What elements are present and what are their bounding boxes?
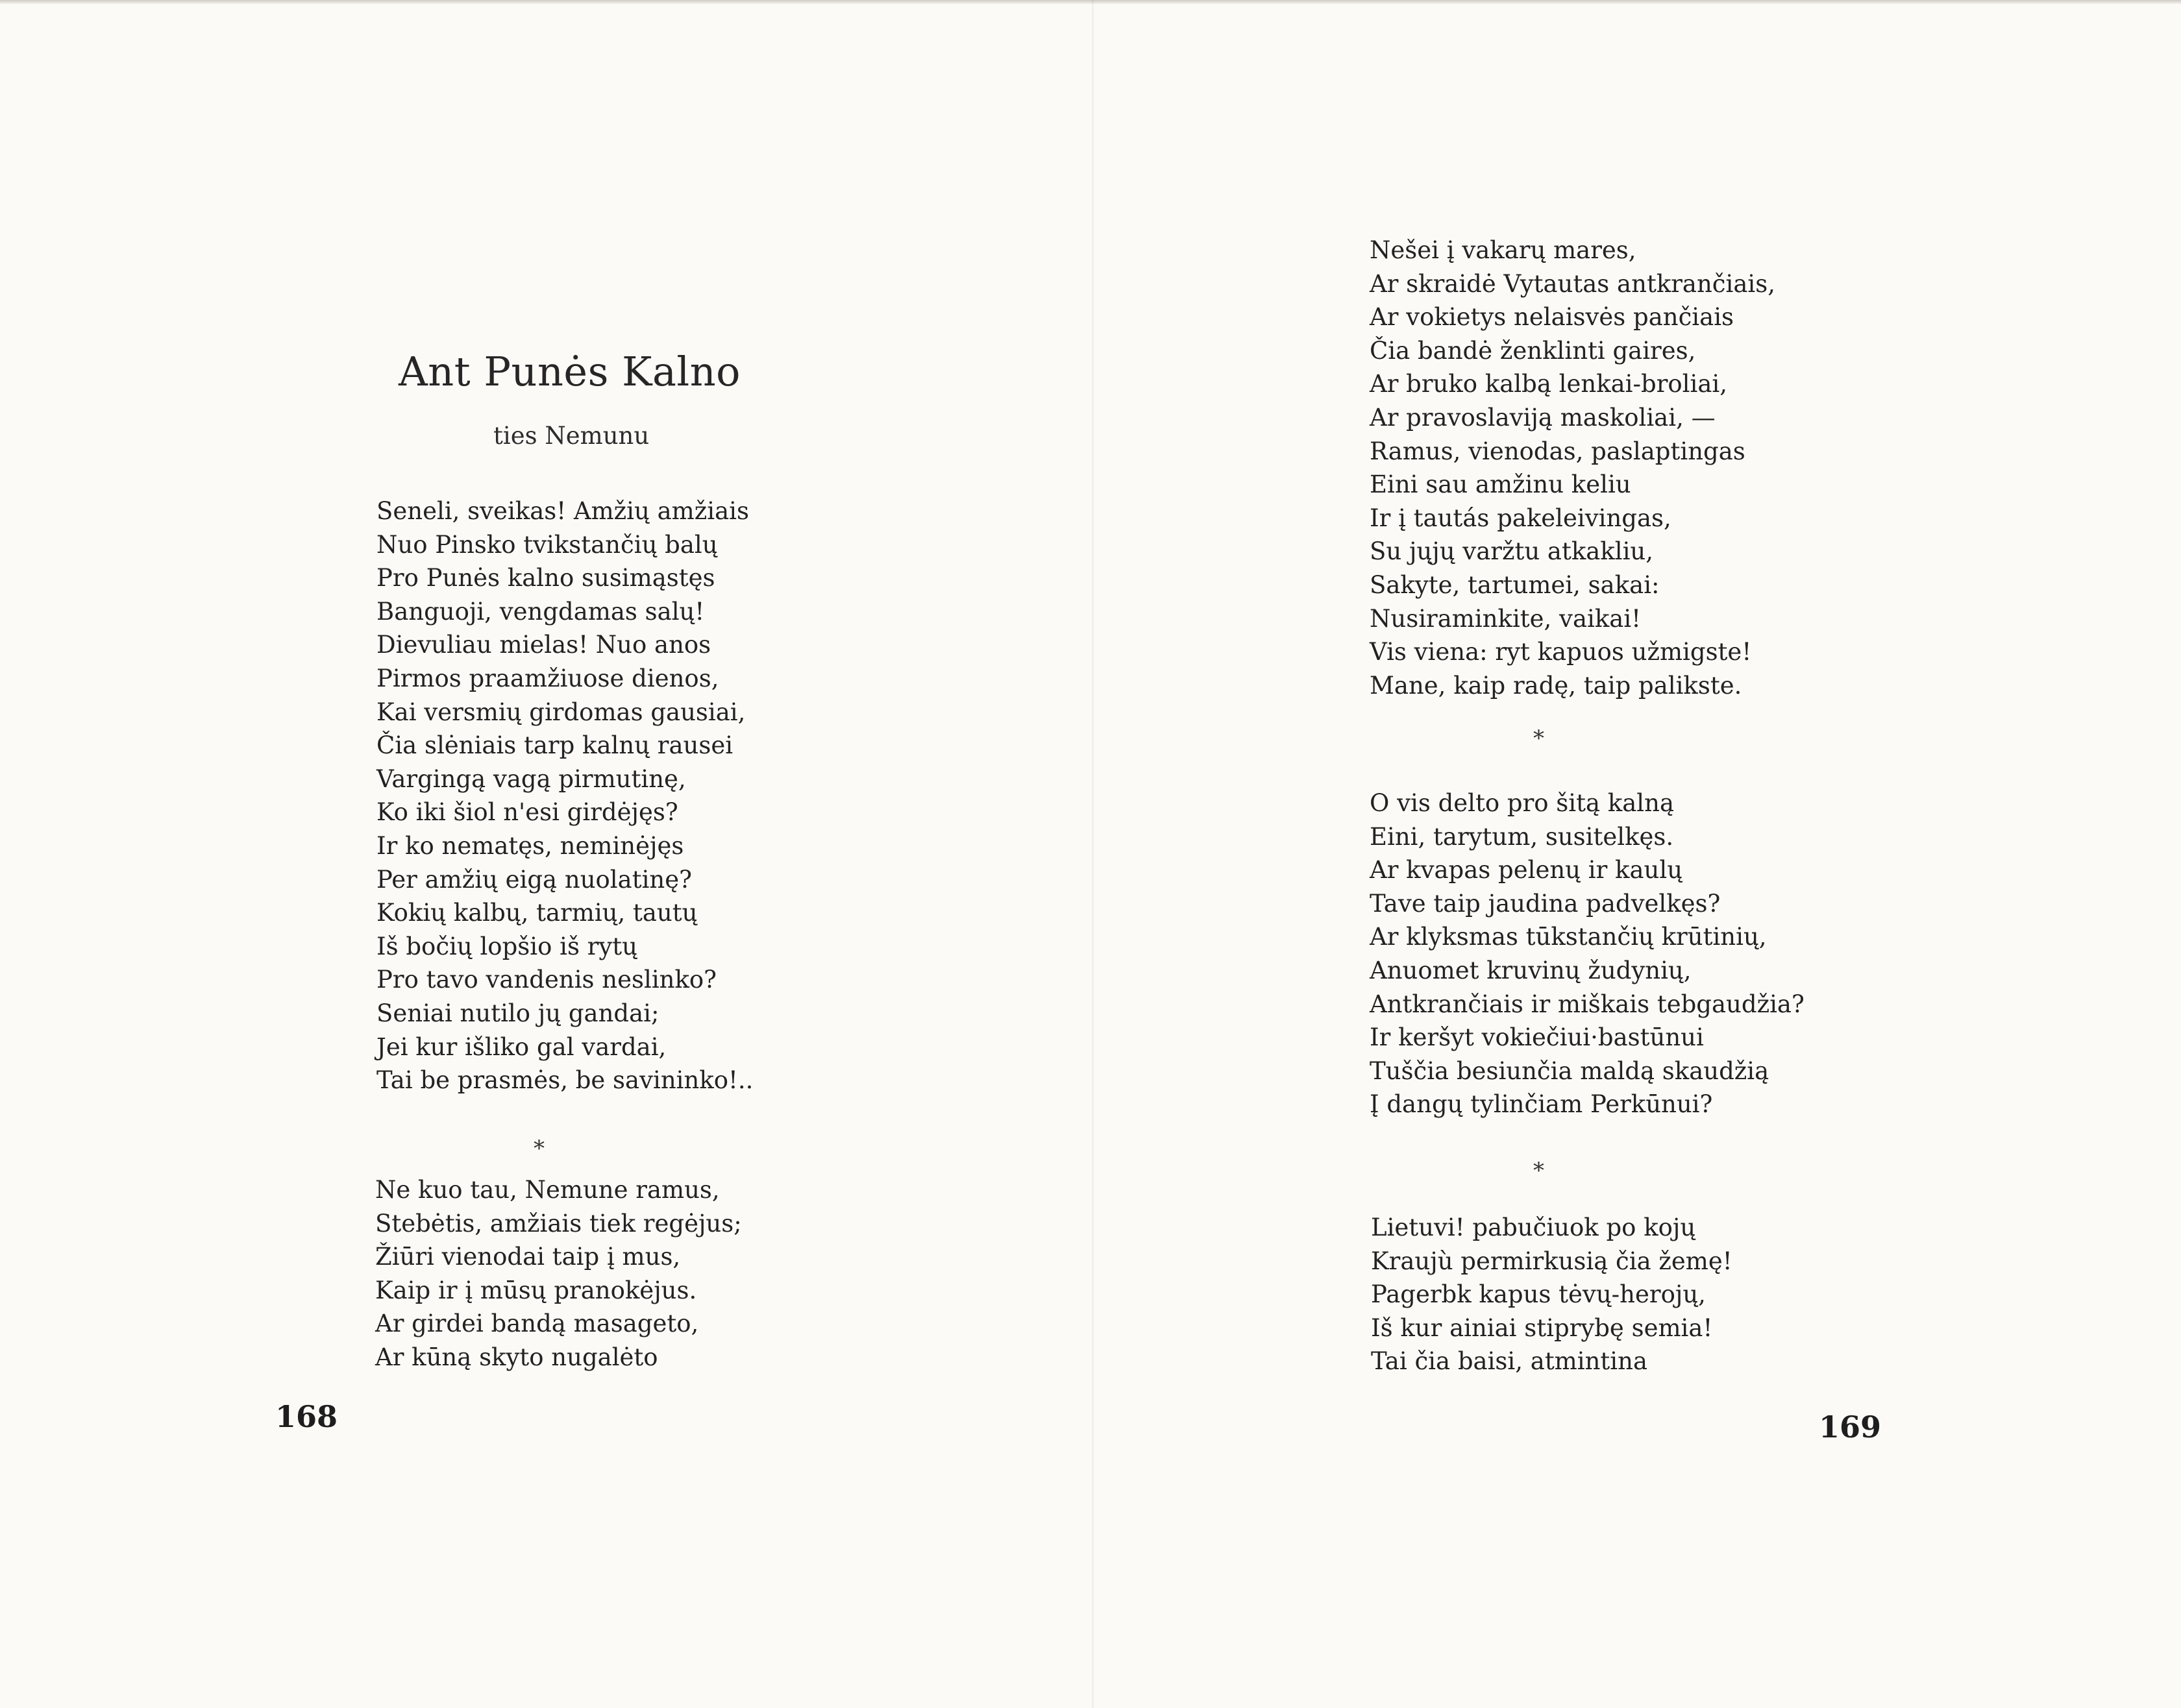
page-number-left: 168 xyxy=(275,1399,338,1434)
stanza-3 xyxy=(1370,234,1775,702)
poem-line: Nešei į vakarų mares, xyxy=(1370,236,1636,264)
poem-line: Pagerbk kapus tėvų-herojų, xyxy=(1371,1280,1706,1309)
poem-line: Eini sau amžinu keliu xyxy=(1370,470,1631,499)
poem-line: Tuščia besiunčia maldą skaudžią xyxy=(1370,1056,1769,1085)
poem-line: Ir keršyt vokiečiui·bastūnui xyxy=(1370,1023,1704,1052)
poem-line: Anuomet kruvinų žudynių, xyxy=(1370,956,1692,984)
poem-line: Iš kur ainiai stiprybę semia! xyxy=(1371,1313,1713,1342)
poem-line: Ar pravoslaviją maskoliai, — xyxy=(1370,403,1716,432)
poem-line: Pro tavo vandenis neslinko? xyxy=(376,966,717,994)
poem-line: Nuo Pinsko tvikstančių balų xyxy=(376,530,718,559)
stanza-separator: * xyxy=(534,1136,545,1162)
poem-line: Vargingą vagą pirmutinę, xyxy=(376,764,686,793)
poem-title: Ant Punės Kalno xyxy=(399,348,741,395)
poem-line: Ar vokietys nelaisvės pančiais xyxy=(1370,303,1734,332)
poem-line: Ne kuo tau, Nemune ramus, xyxy=(375,1176,720,1204)
poem-line: Ir į tautás pakeleivingas, xyxy=(1370,504,1671,532)
stanza-separator: * xyxy=(1533,726,1544,751)
poem-line: Eini, tarytum, susitelkęs. xyxy=(1370,822,1674,851)
poem-line: Ar klyksmas tūkstančių krūtinių, xyxy=(1370,923,1767,951)
poem-line: Seneli, sveikas! Amžių amžiais xyxy=(376,497,749,525)
poem-line: Lietuvi! pabučiuok po kojų xyxy=(1371,1214,1696,1241)
poem-line: Ar girdei bandą masageto, xyxy=(375,1310,699,1338)
poem-line: O vis delto pro šitą kalną xyxy=(1370,789,1675,817)
poem-line: Pro Punės kalno susimąstęs xyxy=(376,564,715,592)
poem-line: Seniai nutilo jų gandai; xyxy=(376,999,659,1027)
page-top-edge xyxy=(0,0,2181,4)
poem-line: Banguoji, vengdamas salų! xyxy=(376,597,705,626)
poem-line: Ar kūną skyto nugalėto xyxy=(375,1343,658,1371)
poem-line: Su jųjų varžtu atkakliu, xyxy=(1370,537,1653,566)
poem-line: Kokių kalbų, tarmių, tautų xyxy=(376,899,698,927)
poem-line: Pirmos praamžiuose dienos, xyxy=(376,664,719,692)
poem-line: Ramus, vienodas, paslaptingas xyxy=(1370,437,1745,465)
poem-line: Čia bandė ženklinti gaires, xyxy=(1370,336,1696,365)
poem-line: Kai versmių girdomas gausiai, xyxy=(376,698,746,726)
poem-line: Kraujù permirkusią čia žemę! xyxy=(1371,1247,1732,1275)
poem-line: Ar skraidė Vytautas antkrančiais, xyxy=(1370,269,1776,298)
poem-line: Per amžių eigą nuolatinę? xyxy=(376,865,692,894)
poem-line: Tai čia baisi, atmintina xyxy=(1371,1347,1648,1376)
poem-line: Ko iki šiol n'esi girdėjęs? xyxy=(376,798,678,827)
stanza-5 xyxy=(1371,1211,1732,1378)
poem-line: Stebėtis, amžiais tiek regėjus; xyxy=(375,1209,742,1238)
poem-line: Nusiraminkite, vaikai! xyxy=(1370,604,1642,633)
poem-line: Ar bruko kalbą lenkai-broliai, xyxy=(1370,370,1727,398)
book-spine xyxy=(1092,0,1094,1708)
poem-line: Žiūri vienodai taip į mus, xyxy=(375,1243,681,1271)
poem-line: Sakyte, tartumei, sakai: xyxy=(1370,570,1660,599)
poem-line: Ar kvapas pelenų ir kaulų xyxy=(1370,856,1683,884)
poem-subtitle: ties Nemunu xyxy=(493,422,650,450)
page-number-right: 169 xyxy=(1819,1409,1882,1445)
poem-line: Mane, kaip radę, taip palikste. xyxy=(1370,671,1742,700)
poem-line: Čia slėniais tarp kalnų rausei xyxy=(376,731,733,760)
poem-line: Į dangų tylinčiam Perkūnui? xyxy=(1370,1090,1713,1119)
poem-line: Vis viena: ryt kapuos užmigste! xyxy=(1370,638,1752,666)
poem-line: Kaip ir į mūsų pranokėjus. xyxy=(375,1276,697,1304)
stanza-4 xyxy=(1370,787,1805,1121)
stanza-2 xyxy=(375,1173,742,1374)
stanza-separator: * xyxy=(1533,1158,1544,1184)
poem-line: Ir ko nematęs, neminėjęs xyxy=(376,831,684,860)
poem-line: Dievuliau mielas! Nuo anos xyxy=(376,631,711,659)
stanza-1 xyxy=(376,494,753,1097)
poem-line: Tave taip jaudina padvelkęs? xyxy=(1370,889,1721,918)
poem-line: Antkrančiais ir miškais tebgaudžia? xyxy=(1370,990,1805,1018)
poem-line: Jei kur išliko gal vardai, xyxy=(376,1032,667,1061)
poem-line: Iš bočių lopšio iš rytų xyxy=(376,932,637,960)
poem-line: Tai be prasmės, be savininko!.. xyxy=(376,1066,754,1095)
